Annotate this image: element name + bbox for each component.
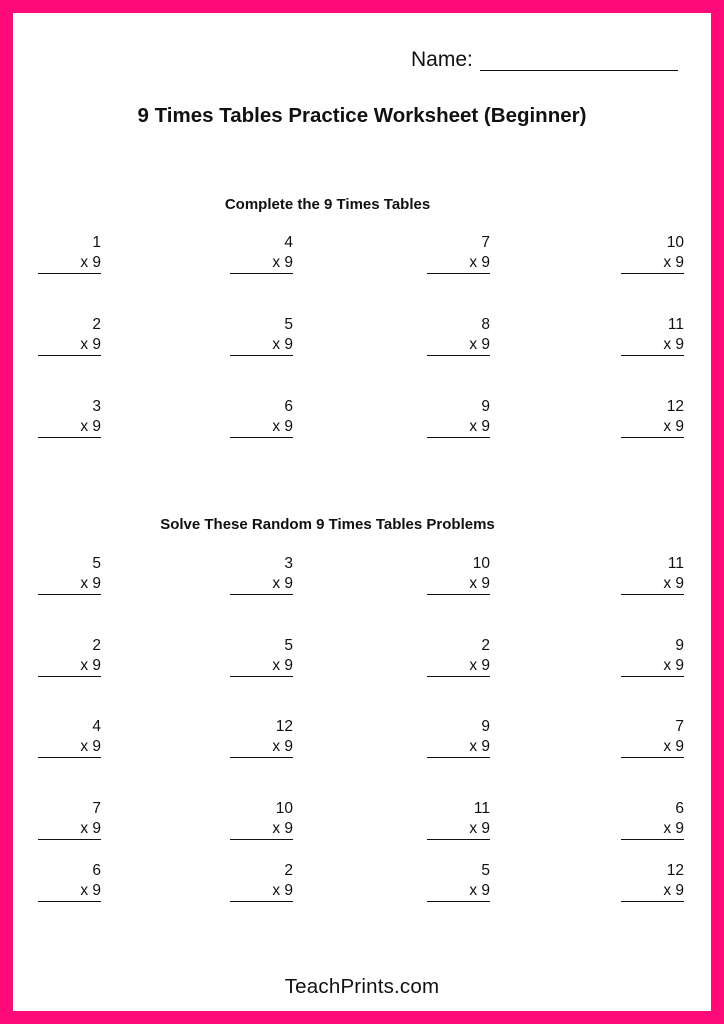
problem-number: 12	[275, 718, 293, 735]
problem-number: 9	[675, 637, 684, 654]
problem-multiplier: x 9	[38, 883, 101, 902]
problem-number: 3	[284, 555, 293, 572]
problem-multiplier: x 9	[427, 739, 490, 758]
problem-number: 2	[92, 637, 101, 654]
problem	[230, 863, 293, 905]
problem-number: 8	[481, 316, 490, 333]
section-heading-complete: Complete the 9 Times Tables	[224, 196, 431, 213]
problem	[427, 801, 490, 843]
problem-number: 5	[284, 316, 293, 333]
footer-site: TeachPrints.com	[284, 975, 440, 998]
problem	[38, 863, 101, 905]
problem-multiplier: x 9	[621, 255, 684, 274]
problem-multiplier: x 9	[38, 255, 101, 274]
problem	[230, 235, 293, 277]
problem	[230, 801, 293, 843]
problem-number: 5	[284, 637, 293, 654]
problem-number: 11	[667, 555, 684, 572]
problem-number: 6	[284, 398, 293, 415]
problem-number: 11	[473, 800, 490, 817]
problem-number: 10	[666, 234, 684, 251]
problem-multiplier: x 9	[230, 739, 293, 758]
problem	[427, 235, 490, 277]
problem	[427, 399, 490, 441]
problem-number: 4	[284, 234, 293, 251]
problem	[621, 556, 684, 598]
problem-multiplier: x 9	[621, 576, 684, 595]
problem	[38, 235, 101, 277]
problem-multiplier: x 9	[621, 739, 684, 758]
problem-multiplier: x 9	[38, 337, 101, 356]
problem-number: 2	[481, 637, 490, 654]
problem-number: 7	[675, 718, 684, 735]
problem	[621, 317, 684, 359]
problem-number: 11	[667, 316, 684, 333]
problem-number: 7	[481, 234, 490, 251]
problem-number: 10	[472, 555, 490, 572]
problem-number: 2	[284, 862, 293, 879]
problem-multiplier: x 9	[230, 821, 293, 840]
problem	[427, 863, 490, 905]
section-heading-random: Solve These Random 9 Times Tables Problems	[160, 516, 495, 533]
worksheet-title: 9 Times Tables Practice Worksheet (Beginner)	[137, 104, 587, 127]
problem-multiplier: x 9	[38, 821, 101, 840]
problem	[38, 317, 101, 359]
problem	[621, 399, 684, 441]
problem	[427, 317, 490, 359]
problem-number: 2	[92, 316, 101, 333]
problem	[427, 719, 490, 761]
problem-multiplier: x 9	[621, 419, 684, 438]
problem	[621, 863, 684, 905]
problem	[38, 638, 101, 680]
problem-multiplier: x 9	[38, 739, 101, 758]
problem-multiplier: x 9	[621, 658, 684, 677]
problem	[230, 556, 293, 598]
problem-multiplier: x 9	[38, 658, 101, 677]
problem-multiplier: x 9	[621, 883, 684, 902]
problem	[38, 719, 101, 761]
problem-multiplier: x 9	[230, 419, 293, 438]
problem	[230, 317, 293, 359]
problem-multiplier: x 9	[230, 883, 293, 902]
problem-multiplier: x 9	[230, 255, 293, 274]
problem-grid	[13, 13, 711, 1011]
problem-number: 4	[92, 718, 101, 735]
problem	[38, 801, 101, 843]
problem-multiplier: x 9	[38, 419, 101, 438]
problem-multiplier: x 9	[621, 821, 684, 840]
problem-number: 6	[92, 862, 101, 879]
problem-multiplier: x 9	[427, 821, 490, 840]
problem-number: 6	[675, 800, 684, 817]
problem	[621, 719, 684, 761]
problem-multiplier: x 9	[621, 337, 684, 356]
problem-number: 5	[92, 555, 101, 572]
problem-multiplier: x 9	[38, 576, 101, 595]
problem	[427, 556, 490, 598]
problem	[621, 638, 684, 680]
problem-number: 3	[92, 398, 101, 415]
problem-multiplier: x 9	[427, 883, 490, 902]
problem-multiplier: x 9	[427, 255, 490, 274]
problem-number: 1	[92, 234, 101, 251]
problem-number: 9	[481, 718, 490, 735]
problem	[230, 719, 293, 761]
problem-number: 9	[481, 398, 490, 415]
problem-number: 12	[666, 398, 684, 415]
problem-number: 12	[666, 862, 684, 879]
problem-number: 7	[92, 800, 101, 817]
problem	[230, 638, 293, 680]
problem-multiplier: x 9	[427, 658, 490, 677]
problem	[621, 801, 684, 843]
problem-multiplier: x 9	[427, 419, 490, 438]
problem-multiplier: x 9	[427, 337, 490, 356]
problem	[427, 638, 490, 680]
problem-multiplier: x 9	[427, 576, 490, 595]
problem	[38, 556, 101, 598]
problem-number: 10	[275, 800, 293, 817]
problem	[38, 399, 101, 441]
name-label: Name:	[411, 48, 473, 71]
problem	[621, 235, 684, 277]
problem	[230, 399, 293, 441]
problem-multiplier: x 9	[230, 658, 293, 677]
problem-number: 5	[481, 862, 490, 879]
problem-multiplier: x 9	[230, 337, 293, 356]
problem-multiplier: x 9	[230, 576, 293, 595]
